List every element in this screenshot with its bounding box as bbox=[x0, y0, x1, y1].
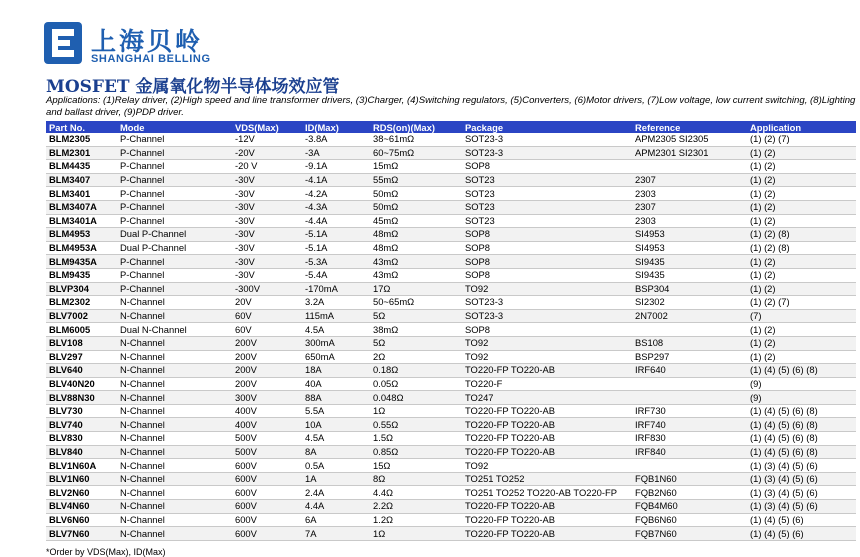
table-row bbox=[46, 160, 856, 174]
table-row bbox=[46, 187, 856, 201]
cell-rds-on-max: 43mΩ bbox=[370, 268, 462, 282]
cell-rds-on-max: 5Ω bbox=[370, 336, 462, 350]
cell-application: (1) (2) bbox=[747, 160, 856, 174]
table-row bbox=[46, 214, 856, 228]
cell-vds-max: 60V bbox=[232, 309, 302, 323]
cell-reference: FQB4M60 bbox=[632, 500, 747, 514]
cell-application: (1) (2) bbox=[747, 187, 856, 201]
column-header-reference: Reference bbox=[632, 121, 747, 133]
cell-id-max: 300mA bbox=[302, 336, 370, 350]
cell-package: TO92 bbox=[462, 282, 632, 296]
cell-package: TO92 bbox=[462, 336, 632, 350]
cell-id-max: -4.1A bbox=[302, 173, 370, 187]
cell-mode: N-Channel bbox=[117, 445, 232, 459]
cell-application: (1) (2) bbox=[747, 282, 856, 296]
cell-mode: P-Channel bbox=[117, 173, 232, 187]
cell-application: (1) (4) (5) (6) (8) bbox=[747, 364, 856, 378]
cell-package: SOP8 bbox=[462, 268, 632, 282]
cell-vds-max: 200V bbox=[232, 350, 302, 364]
table-row bbox=[46, 364, 856, 378]
cell-vds-max: 600V bbox=[232, 527, 302, 541]
cell-part-no: BLV1N60A bbox=[46, 459, 117, 473]
cell-id-max: 4.5A bbox=[302, 432, 370, 446]
cell-rds-on-max: 15mΩ bbox=[370, 160, 462, 174]
cell-package: SOT23 bbox=[462, 173, 632, 187]
cell-vds-max: 400V bbox=[232, 404, 302, 418]
cell-package: SOT23 bbox=[462, 200, 632, 214]
cell-part-no: BLV1N60 bbox=[46, 472, 117, 486]
cell-part-no: BLM6005 bbox=[46, 323, 117, 337]
table-row bbox=[46, 268, 856, 282]
cell-part-no: BLM2305 bbox=[46, 133, 117, 146]
table-row bbox=[46, 404, 856, 418]
cell-rds-on-max: 48mΩ bbox=[370, 228, 462, 242]
cell-application: (1) (2) bbox=[747, 350, 856, 364]
cell-rds-on-max: 50mΩ bbox=[370, 187, 462, 201]
cell-part-no: BLV40N20 bbox=[46, 377, 117, 391]
cell-rds-on-max: 1.5Ω bbox=[370, 432, 462, 446]
cell-reference: FQB7N60 bbox=[632, 527, 747, 541]
cell-mode: P-Channel bbox=[117, 160, 232, 174]
cell-rds-on-max: 43mΩ bbox=[370, 255, 462, 269]
cell-package: TO220-FP TO220-AB bbox=[462, 500, 632, 514]
column-header-rds-on-max: RDS(on)(Max) bbox=[370, 121, 462, 133]
cell-id-max: 40A bbox=[302, 377, 370, 391]
cell-mode: N-Channel bbox=[117, 336, 232, 350]
cell-reference bbox=[632, 377, 747, 391]
cell-reference: FQB1N60 bbox=[632, 472, 747, 486]
cell-part-no: BLV4N60 bbox=[46, 500, 117, 514]
cell-package: TO220-FP TO220-AB bbox=[462, 404, 632, 418]
cell-package: TO92 bbox=[462, 459, 632, 473]
cell-id-max: -5.1A bbox=[302, 228, 370, 242]
cell-reference: SI4953 bbox=[632, 241, 747, 255]
table-body bbox=[46, 133, 856, 540]
cell-application: (1) (4) (5) (6) (8) bbox=[747, 432, 856, 446]
column-header-id-max: ID(Max) bbox=[302, 121, 370, 133]
cell-id-max: 5.5A bbox=[302, 404, 370, 418]
cell-package: TO247 bbox=[462, 391, 632, 405]
cell-vds-max: 600V bbox=[232, 486, 302, 500]
cell-mode: N-Channel bbox=[117, 513, 232, 527]
cell-mode: N-Channel bbox=[117, 432, 232, 446]
cell-id-max: -3A bbox=[302, 146, 370, 160]
cell-part-no: BLM3401A bbox=[46, 214, 117, 228]
cell-rds-on-max: 1Ω bbox=[370, 527, 462, 541]
cell-vds-max: -300V bbox=[232, 282, 302, 296]
cell-application: (1) (3) (4) (5) (6) bbox=[747, 472, 856, 486]
cell-package: TO220-FP TO220-AB bbox=[462, 445, 632, 459]
cell-mode: N-Channel bbox=[117, 459, 232, 473]
cell-application: (1) (2) bbox=[747, 336, 856, 350]
cell-part-no: BLV6N60 bbox=[46, 513, 117, 527]
cell-id-max: -4.2A bbox=[302, 187, 370, 201]
cell-vds-max: 200V bbox=[232, 364, 302, 378]
cell-id-max: 3.2A bbox=[302, 296, 370, 310]
cell-id-max: 10A bbox=[302, 418, 370, 432]
cell-id-max: 6A bbox=[302, 513, 370, 527]
cell-reference: BS108 bbox=[632, 336, 747, 350]
cell-rds-on-max: 4.4Ω bbox=[370, 486, 462, 500]
cell-part-no: BLM9435 bbox=[46, 268, 117, 282]
cell-application: (9) bbox=[747, 377, 856, 391]
cell-id-max: 115mA bbox=[302, 309, 370, 323]
cell-part-no: BLV88N30 bbox=[46, 391, 117, 405]
cell-id-max: -5.3A bbox=[302, 255, 370, 269]
cell-vds-max: 20V bbox=[232, 296, 302, 310]
table-row bbox=[46, 459, 856, 473]
cell-application: (1) (4) (5) (6) bbox=[747, 527, 856, 541]
cell-mode: P-Channel bbox=[117, 187, 232, 201]
cell-rds-on-max: 0.048Ω bbox=[370, 391, 462, 405]
cell-part-no: BLM3407A bbox=[46, 200, 117, 214]
cell-vds-max: 500V bbox=[232, 432, 302, 446]
table-row bbox=[46, 527, 856, 541]
cell-part-no: BLV2N60 bbox=[46, 486, 117, 500]
cell-rds-on-max: 48mΩ bbox=[370, 241, 462, 255]
cell-mode: N-Channel bbox=[117, 364, 232, 378]
table-row bbox=[46, 309, 856, 323]
cell-vds-max: -30V bbox=[232, 228, 302, 242]
cell-vds-max: -12V bbox=[232, 133, 302, 146]
cell-vds-max: -20 V bbox=[232, 160, 302, 174]
cell-reference: 2303 bbox=[632, 187, 747, 201]
mosfet-parts-table bbox=[46, 121, 856, 541]
cell-reference: 2307 bbox=[632, 173, 747, 187]
cell-reference: SI9435 bbox=[632, 255, 747, 269]
cell-package: TO220-F bbox=[462, 377, 632, 391]
cell-id-max: -4.4A bbox=[302, 214, 370, 228]
cell-vds-max: 600V bbox=[232, 472, 302, 486]
column-header-part-no: Part No. bbox=[46, 121, 117, 133]
cell-application: (1) (2) (8) bbox=[747, 241, 856, 255]
cell-reference: SI9435 bbox=[632, 268, 747, 282]
cell-reference: 2303 bbox=[632, 214, 747, 228]
cell-application: (1) (4) (5) (6) (8) bbox=[747, 445, 856, 459]
cell-reference: FQB2N60 bbox=[632, 486, 747, 500]
cell-package: SOT23 bbox=[462, 214, 632, 228]
cell-mode: P-Channel bbox=[117, 146, 232, 160]
cell-part-no: BLV7002 bbox=[46, 309, 117, 323]
cell-vds-max: -30V bbox=[232, 187, 302, 201]
cell-part-no: BLV7N60 bbox=[46, 527, 117, 541]
cell-reference: 2307 bbox=[632, 200, 747, 214]
cell-vds-max: -30V bbox=[232, 255, 302, 269]
table-row bbox=[46, 200, 856, 214]
logo-chinese-text: 上海贝岭 bbox=[91, 27, 204, 56]
cell-application: (1) (2) bbox=[747, 214, 856, 228]
cell-reference bbox=[632, 160, 747, 174]
cell-reference: SI4953 bbox=[632, 228, 747, 242]
cell-reference: IRF640 bbox=[632, 364, 747, 378]
cell-id-max: 650mA bbox=[302, 350, 370, 364]
cell-package: SOP8 bbox=[462, 255, 632, 269]
cell-application: (1) (2) bbox=[747, 255, 856, 269]
cell-mode: P-Channel bbox=[117, 268, 232, 282]
cell-rds-on-max: 5Ω bbox=[370, 309, 462, 323]
cell-part-no: BLM4435 bbox=[46, 160, 117, 174]
cell-mode: N-Channel bbox=[117, 527, 232, 541]
cell-rds-on-max: 17Ω bbox=[370, 282, 462, 296]
cell-id-max: 4.4A bbox=[302, 500, 370, 514]
cell-mode: N-Channel bbox=[117, 404, 232, 418]
column-header-package: Package bbox=[462, 121, 632, 133]
cell-package: SOP8 bbox=[462, 160, 632, 174]
cell-mode: P-Channel bbox=[117, 133, 232, 146]
cell-rds-on-max: 0.18Ω bbox=[370, 364, 462, 378]
cell-mode: N-Channel bbox=[117, 350, 232, 364]
page-title: MOSFET 金属氧化物半导体场效应管 bbox=[46, 77, 340, 97]
cell-rds-on-max: 8Ω bbox=[370, 472, 462, 486]
table-row bbox=[46, 296, 856, 310]
cell-part-no: BLM4953 bbox=[46, 228, 117, 242]
cell-vds-max: 600V bbox=[232, 513, 302, 527]
cell-package: TO251 TO252 bbox=[462, 472, 632, 486]
cell-package: TO220-FP TO220-AB bbox=[462, 364, 632, 378]
table-row bbox=[46, 513, 856, 527]
cell-part-no: BLV740 bbox=[46, 418, 117, 432]
cell-vds-max: 600V bbox=[232, 500, 302, 514]
table-row bbox=[46, 445, 856, 459]
cell-mode: Dual P-Channel bbox=[117, 228, 232, 242]
column-header-vds-max: VDS(Max) bbox=[232, 121, 302, 133]
cell-part-no: BLM4953A bbox=[46, 241, 117, 255]
cell-part-no: BLV830 bbox=[46, 432, 117, 446]
cell-reference: SI2302 bbox=[632, 296, 747, 310]
cell-mode: Dual N-Channel bbox=[117, 323, 232, 337]
cell-application: (1) (4) (5) (6) bbox=[747, 513, 856, 527]
cell-application: (1) (4) (5) (6) (8) bbox=[747, 418, 856, 432]
cell-reference: 2N7002 bbox=[632, 309, 747, 323]
cell-part-no: BLM3401 bbox=[46, 187, 117, 201]
cell-rds-on-max: 50~65mΩ bbox=[370, 296, 462, 310]
cell-package: SOT23-3 bbox=[462, 309, 632, 323]
cell-rds-on-max: 0.85Ω bbox=[370, 445, 462, 459]
table-row bbox=[46, 486, 856, 500]
table-row bbox=[46, 391, 856, 405]
cell-reference bbox=[632, 459, 747, 473]
cell-mode: N-Channel bbox=[117, 486, 232, 500]
cell-id-max: -5.4A bbox=[302, 268, 370, 282]
cell-reference bbox=[632, 391, 747, 405]
cell-id-max: 0.5A bbox=[302, 459, 370, 473]
table-row bbox=[46, 282, 856, 296]
cell-application: (1) (3) (4) (5) (6) bbox=[747, 500, 856, 514]
cell-id-max: 7A bbox=[302, 527, 370, 541]
cell-rds-on-max: 0.05Ω bbox=[370, 377, 462, 391]
cell-package: SOT23 bbox=[462, 187, 632, 201]
cell-reference: APM2305 SI2305 bbox=[632, 133, 747, 146]
cell-rds-on-max: 1.2Ω bbox=[370, 513, 462, 527]
cell-id-max: 2.4A bbox=[302, 486, 370, 500]
cell-package: TO220-FP TO220-AB bbox=[462, 432, 632, 446]
cell-package: TO220-FP TO220-AB bbox=[462, 513, 632, 527]
cell-application: (1) (2) bbox=[747, 200, 856, 214]
cell-rds-on-max: 15Ω bbox=[370, 459, 462, 473]
belling-logo-icon bbox=[44, 22, 82, 64]
table-row bbox=[46, 146, 856, 160]
cell-vds-max: 60V bbox=[232, 323, 302, 337]
cell-id-max: 18A bbox=[302, 364, 370, 378]
cell-rds-on-max: 55mΩ bbox=[370, 173, 462, 187]
cell-mode: N-Channel bbox=[117, 418, 232, 432]
cell-mode: N-Channel bbox=[117, 309, 232, 323]
cell-reference: APM2301 SI2301 bbox=[632, 146, 747, 160]
cell-mode: N-Channel bbox=[117, 391, 232, 405]
cell-application: (1) (3) (4) (5) (6) bbox=[747, 459, 856, 473]
cell-id-max: 1A bbox=[302, 472, 370, 486]
cell-id-max: 4.5A bbox=[302, 323, 370, 337]
cell-application: (1) (2) bbox=[747, 173, 856, 187]
cell-application: (1) (2) bbox=[747, 146, 856, 160]
cell-vds-max: -30V bbox=[232, 200, 302, 214]
cell-part-no: BLV730 bbox=[46, 404, 117, 418]
cell-reference bbox=[632, 323, 747, 337]
table-header-row bbox=[46, 121, 856, 133]
cell-rds-on-max: 38~61mΩ bbox=[370, 133, 462, 146]
cell-package: SOP8 bbox=[462, 228, 632, 242]
cell-package: SOP8 bbox=[462, 323, 632, 337]
table-row bbox=[46, 418, 856, 432]
cell-application: (1) (2) bbox=[747, 268, 856, 282]
cell-id-max: -5.1A bbox=[302, 241, 370, 255]
cell-part-no: BLM2302 bbox=[46, 296, 117, 310]
column-header-mode: Mode bbox=[117, 121, 232, 133]
table-row bbox=[46, 336, 856, 350]
cell-part-no: BLM2301 bbox=[46, 146, 117, 160]
cell-id-max: -9.1A bbox=[302, 160, 370, 174]
cell-vds-max: 300V bbox=[232, 391, 302, 405]
cell-package: TO251 TO252 TO220-AB TO220-FP bbox=[462, 486, 632, 500]
table-row bbox=[46, 241, 856, 255]
cell-mode: P-Channel bbox=[117, 200, 232, 214]
cell-mode: N-Channel bbox=[117, 472, 232, 486]
cell-mode: P-Channel bbox=[117, 255, 232, 269]
cell-application: (1) (3) (4) (5) (6) bbox=[747, 486, 856, 500]
table-row bbox=[46, 133, 856, 146]
applications-legend: Applications: (1)Relay driver, (2)High speed and line transformer drivers, (3)Charger, (4)Switching regulators, (5)Converters, (6)Motor drivers, (7)Low voltage, low current switching, (8)Lighting and ballast driver, (9)PDP driver. bbox=[46, 95, 856, 118]
cell-package: SOT23-3 bbox=[462, 146, 632, 160]
cell-package: TO220-FP TO220-AB bbox=[462, 527, 632, 541]
cell-reference: IRF730 bbox=[632, 404, 747, 418]
cell-mode: Dual P-Channel bbox=[117, 241, 232, 255]
table-row bbox=[46, 472, 856, 486]
footnote: *Order by VDS(Max), ID(Max) bbox=[46, 547, 166, 557]
cell-id-max: 8A bbox=[302, 445, 370, 459]
cell-rds-on-max: 0.55Ω bbox=[370, 418, 462, 432]
cell-vds-max: -30V bbox=[232, 268, 302, 282]
cell-rds-on-max: 38mΩ bbox=[370, 323, 462, 337]
cell-rds-on-max: 2.2Ω bbox=[370, 500, 462, 514]
table-row bbox=[46, 228, 856, 242]
table-row bbox=[46, 500, 856, 514]
cell-rds-on-max: 45mΩ bbox=[370, 214, 462, 228]
cell-package: SOP8 bbox=[462, 241, 632, 255]
cell-vds-max: -30V bbox=[232, 241, 302, 255]
cell-package: TO220-FP TO220-AB bbox=[462, 418, 632, 432]
cell-mode: N-Channel bbox=[117, 500, 232, 514]
cell-part-no: BLV297 bbox=[46, 350, 117, 364]
cell-reference: IRF740 bbox=[632, 418, 747, 432]
column-header-application: Application bbox=[747, 121, 856, 133]
cell-mode: N-Channel bbox=[117, 296, 232, 310]
cell-reference: IRF840 bbox=[632, 445, 747, 459]
cell-part-no: BLM3407 bbox=[46, 173, 117, 187]
cell-application: (1) (4) (5) (6) (8) bbox=[747, 404, 856, 418]
cell-part-no: BLV840 bbox=[46, 445, 117, 459]
logo-english-text: SHANGHAI BELLING bbox=[91, 53, 211, 65]
table-row bbox=[46, 350, 856, 364]
table-row bbox=[46, 323, 856, 337]
cell-rds-on-max: 50mΩ bbox=[370, 200, 462, 214]
cell-part-no: BLV640 bbox=[46, 364, 117, 378]
cell-id-max: -170mA bbox=[302, 282, 370, 296]
cell-application: (7) bbox=[747, 309, 856, 323]
cell-mode: P-Channel bbox=[117, 282, 232, 296]
cell-rds-on-max: 1Ω bbox=[370, 404, 462, 418]
table-row bbox=[46, 377, 856, 391]
cell-id-max: -4.3A bbox=[302, 200, 370, 214]
table-row bbox=[46, 432, 856, 446]
cell-application: (1) (2) (8) bbox=[747, 228, 856, 242]
cell-vds-max: 200V bbox=[232, 377, 302, 391]
cell-vds-max: -20V bbox=[232, 146, 302, 160]
cell-mode: N-Channel bbox=[117, 377, 232, 391]
cell-application: (9) bbox=[747, 391, 856, 405]
cell-reference: IRF830 bbox=[632, 432, 747, 446]
cell-part-no: BLVP304 bbox=[46, 282, 117, 296]
cell-application: (1) (2) bbox=[747, 323, 856, 337]
cell-vds-max: 600V bbox=[232, 459, 302, 473]
cell-application: (1) (2) (7) bbox=[747, 133, 856, 146]
cell-reference: BSP297 bbox=[632, 350, 747, 364]
cell-package: SOT23-3 bbox=[462, 133, 632, 146]
cell-package: SOT23-3 bbox=[462, 296, 632, 310]
cell-rds-on-max: 60~75mΩ bbox=[370, 146, 462, 160]
cell-part-no: BLM9435A bbox=[46, 255, 117, 269]
cell-reference: FQB6N60 bbox=[632, 513, 747, 527]
cell-part-no: BLV108 bbox=[46, 336, 117, 350]
cell-vds-max: 500V bbox=[232, 445, 302, 459]
cell-vds-max: -30V bbox=[232, 214, 302, 228]
cell-vds-max: 400V bbox=[232, 418, 302, 432]
cell-vds-max: -30V bbox=[232, 173, 302, 187]
cell-application: (1) (2) (7) bbox=[747, 296, 856, 310]
cell-package: TO92 bbox=[462, 350, 632, 364]
cell-reference: BSP304 bbox=[632, 282, 747, 296]
table-row bbox=[46, 173, 856, 187]
cell-rds-on-max: 2Ω bbox=[370, 350, 462, 364]
cell-vds-max: 200V bbox=[232, 336, 302, 350]
table-row bbox=[46, 255, 856, 269]
cell-mode: P-Channel bbox=[117, 214, 232, 228]
cell-id-max: 88A bbox=[302, 391, 370, 405]
cell-id-max: -3.8A bbox=[302, 133, 370, 146]
